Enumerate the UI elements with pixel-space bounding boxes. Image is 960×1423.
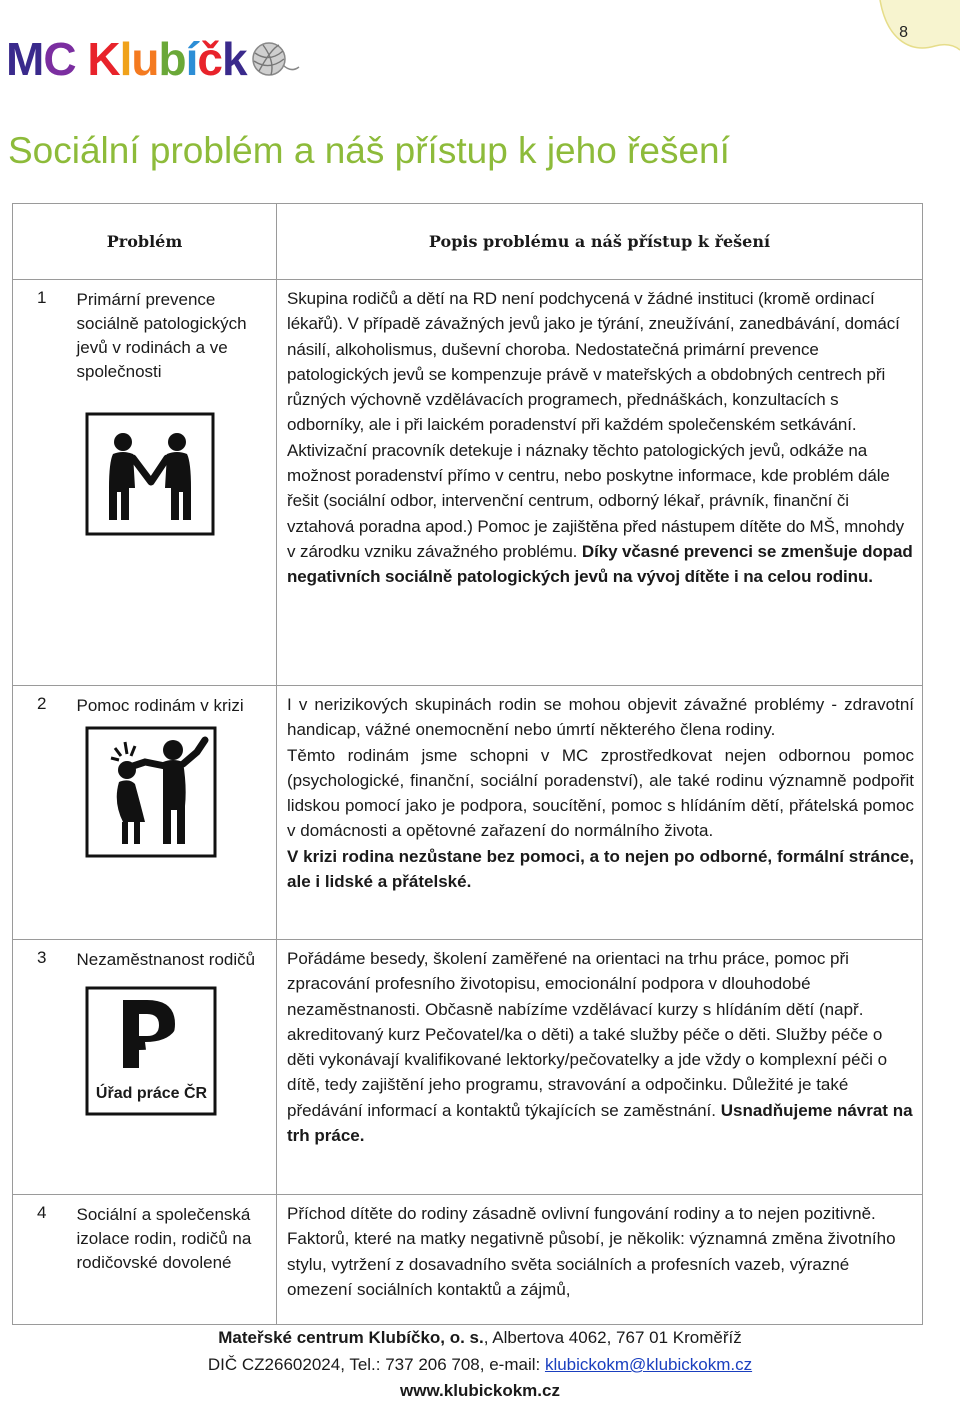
description-paragraph: Aktivizační pracovník detekuje i náznaky těchto patologických jevů, odkáže na možnost poradenství přímo v centru, nebo poskytne informace, kde problém dále řešit (sociální odbor, intervenční centrum, odborný lékař, právník, finanční či vztahová poradna apod.) Pomoc je zajištěna před nástupem dítěte do MŠ, mnohdy v zárodku vzniku závažného problému. (287, 440, 904, 561)
footer-address-line: , Albertova 4062, 767 01 Kroměříž (483, 1328, 742, 1347)
footer-organization: Mateřské centrum Klubíčko, o. s. (218, 1328, 484, 1347)
row-number: 1 (37, 288, 47, 307)
description-highlight: Usnadňujeme návrat na trh práce. (287, 1100, 913, 1146)
yarn-ball-icon (249, 39, 301, 79)
description-paragraph: Skupina rodičů a dětí na RD není podchycená v žádné instituci (kromě ordinací lékařů). V případě závažných jevů jako je týrání, zneužívání, zanedbávání, domácí násilí, alkoholismus, duševní choroba. Nedostatečná primární prevence patologických jevů se kompenzuje právě v mateřských a obdobných centrech při různých výchovně vzdělávacích programech, přednáškách, konzultacích s odborníky, ale i při laickém poradenství při každém společenském setkávání. (287, 289, 900, 435)
domestic-violence-icon (85, 726, 217, 858)
mc-klubicko-logo: M C K l u b í č k (6, 34, 301, 84)
description-paragraph: I v nerizikových skupinách rodin se mohou objevit závažné problémy - zdravotní handicap, vážné onemocnění nebo úmrtí některého člena rodiny. (287, 695, 914, 740)
problem-label: Sociální a společenská izolace rodin, rodičů na rodičovské dovolené (76, 1205, 252, 1272)
problem-label: Nezaměstnanost rodičů (76, 950, 256, 969)
footer-contact (0, 1355, 960, 1375)
website-link[interactable]: www.klubickokm.cz (400, 1381, 560, 1400)
description-paragraph: Těmto rodinám jsme schopni v MC zprostředkovat nejen odbornou pomoc (psychologické, finanční, sociální poradenství), ale také rodinu významně podpořit lidskou pomocí jako je podpora, soucítění, pomoc s hlídáním dětí, přátelská pomoc v domácnosti a opětovné zařazení do normálního života. (287, 745, 914, 841)
description-highlight: Díky včasné prevenci se zmenšuje dopad negativních sociálně patologických jevů na vývoj dítěte i na celou rodinu. (287, 541, 913, 587)
footer-contact-line: DIČ CZ26602024, Tel.: 737 206 708, e-mail: (207, 1355, 545, 1374)
problem-label: Pomoc rodinám v krizi (76, 696, 244, 715)
description-highlight: V krizi rodina nezůstane bez pomoci, a to nejen po odborné, formální stránce, ale i lidské a přátelské. (287, 846, 914, 892)
table-row (13, 686, 923, 940)
description-paragraph: Pořádáme besedy, školení zaměřené na orientaci na trhu práce, pomoc při zpracování profesního životopisu, emocionální podpora v dlouhodobé nezaměstnanosti. Občasně nabízíme vzdělávací kurzy s hlídáním dětí (např. akreditovaný kurz Pečovatel/ka o děti) a také služby péče o děti. Služby péče o děti vykonávají kvalifikované lektorky/pečovatelky a jde vždy o komplexní péči o dítě, tedy zajištění jeho programu, stravování a odpočinku. Důležité je také předávání informací a kontaktů týkajících se zaměstnání. (287, 949, 888, 1120)
page-corner-decoration (840, 0, 960, 90)
description-paragraph: Příchod dítěte do rodiny zásadně ovlivní fungování rodiny a to nejen pozitivně. (287, 1204, 876, 1223)
footer-address (0, 1328, 960, 1348)
handshake-people-icon (85, 412, 215, 536)
table-row (13, 940, 923, 1195)
description-paragraph: Faktorů, které na matky negativně působí, je několik: významná změna životního stylu, vytržení z dosavadního světa sociálních a profesních vazeb, výrazné omezení sociálních kontaktů a zájmů, (287, 1229, 896, 1299)
problems-table (12, 203, 923, 1325)
email-link[interactable]: klubickokm@klubickokm.cz (544, 1355, 753, 1374)
footer-website[interactable] (0, 1381, 960, 1401)
problem-label: Primární prevence sociálně patologických jevů v rodinách a ve společnosti (76, 290, 247, 381)
row-number: 4 (37, 1203, 47, 1222)
row-number: 3 (37, 948, 47, 967)
table-header-row (13, 204, 923, 280)
header-description: Popis problému a náš přístup k řešení (277, 204, 923, 280)
row-number: 2 (37, 694, 47, 713)
pictogram-label: Úřad práce ČR (95, 1085, 208, 1102)
table-row (13, 280, 923, 686)
page-title: Sociální problém a náš přístup k jeho řešení (8, 130, 730, 171)
page-number: 8 (899, 24, 908, 41)
header-problem: Problém (13, 204, 277, 280)
table-row (13, 1195, 923, 1325)
